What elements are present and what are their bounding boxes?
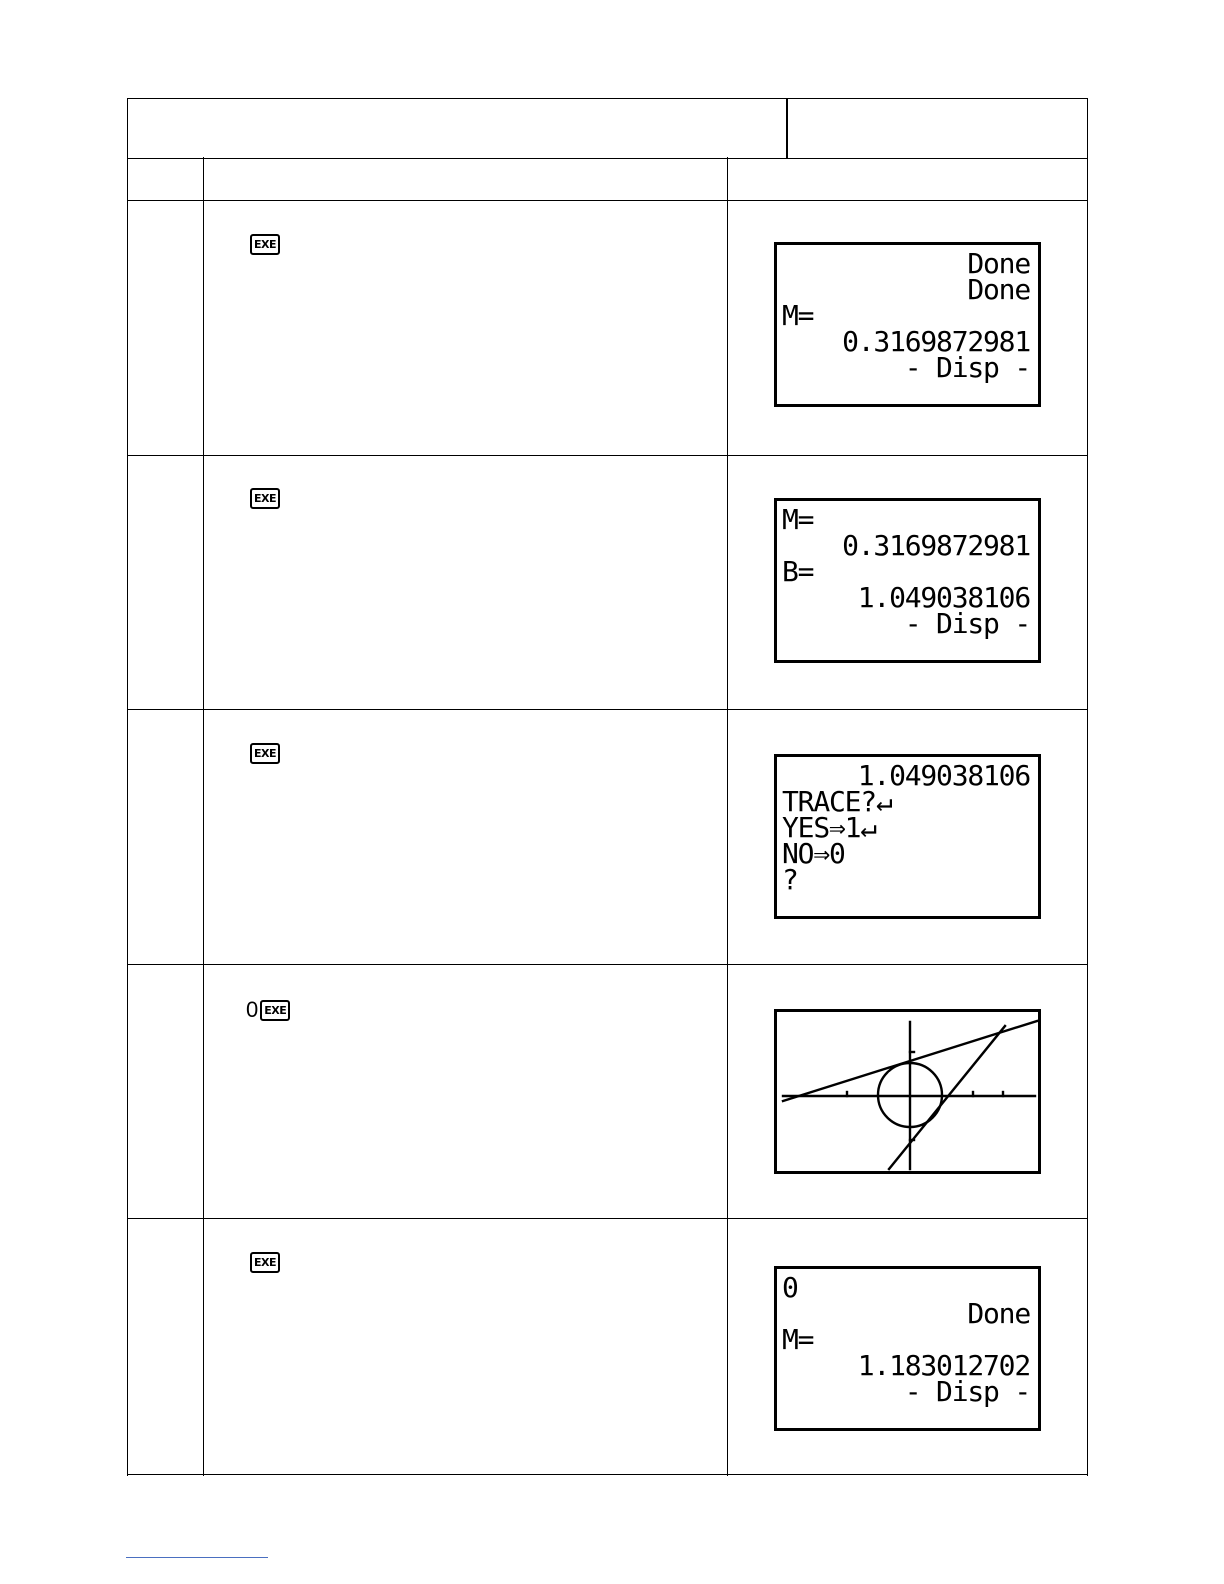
screen-line: TRACE?↵ bbox=[782, 785, 892, 818]
screen-line: 1.049038106 bbox=[857, 581, 1030, 614]
screen-line: NO⇒0 bbox=[782, 837, 845, 870]
table-right-border bbox=[1087, 157, 1088, 1476]
screen-line: YES⇒1↵ bbox=[782, 811, 876, 844]
table-bottom-border bbox=[127, 1474, 1088, 1475]
row-divider bbox=[127, 455, 1088, 456]
row-divider bbox=[127, 1218, 1088, 1219]
screen-line: M= bbox=[782, 299, 814, 332]
row-divider bbox=[127, 709, 1088, 710]
screen-line: 0.3169872981 bbox=[842, 529, 1030, 562]
step-5-calculator-screen bbox=[774, 1266, 1041, 1431]
step-2-keys bbox=[250, 488, 280, 509]
screen-line: Done bbox=[967, 273, 1030, 306]
exe-key-icon: EXE bbox=[250, 743, 280, 764]
step-5-keys bbox=[250, 1252, 280, 1273]
step-2-calculator-screen bbox=[774, 498, 1041, 663]
table-left-border bbox=[127, 157, 128, 1476]
screen-line: B= bbox=[782, 555, 814, 588]
header-title-cell bbox=[127, 98, 788, 159]
screen-line: 0 bbox=[782, 1271, 798, 1304]
screen-line: 1.049038106 bbox=[857, 759, 1030, 792]
step-3-keys bbox=[250, 743, 280, 764]
zero-key: 0 bbox=[246, 997, 259, 1022]
column-divider-display bbox=[727, 157, 728, 1476]
tangent-line-lower bbox=[889, 1026, 1005, 1169]
exe-key-icon: EXE bbox=[260, 1000, 290, 1021]
exe-key-icon: EXE bbox=[250, 234, 280, 255]
header-reference-cell bbox=[786, 98, 1088, 159]
screen-line: 1.183012702 bbox=[857, 1349, 1030, 1382]
column-divider-step bbox=[203, 157, 204, 1476]
screen-line: Done bbox=[967, 247, 1030, 280]
screen-line: - Disp - bbox=[904, 351, 1030, 384]
step-4-keys bbox=[246, 997, 290, 1023]
screen-line: 0.3169872981 bbox=[842, 325, 1030, 358]
footer-rule bbox=[126, 1557, 268, 1558]
exe-key-icon: EXE bbox=[250, 1252, 280, 1273]
row-divider bbox=[127, 964, 1088, 965]
screen-line: - Disp - bbox=[904, 1375, 1030, 1408]
screen-line: M= bbox=[782, 503, 814, 536]
screen-line: M= bbox=[782, 1323, 814, 1356]
step-4-graph-screen bbox=[774, 1009, 1041, 1174]
column-header-rule bbox=[127, 200, 1088, 201]
screen-line: Done bbox=[967, 1297, 1030, 1330]
step-1-calculator-screen bbox=[774, 242, 1041, 407]
screen-line: - Disp - bbox=[904, 607, 1030, 640]
exe-key-icon: EXE bbox=[250, 488, 280, 509]
graph-plot bbox=[777, 1012, 1038, 1171]
screen-line: ? bbox=[782, 863, 798, 896]
step-3-calculator-screen bbox=[774, 754, 1041, 919]
step-1-keys bbox=[250, 234, 280, 255]
